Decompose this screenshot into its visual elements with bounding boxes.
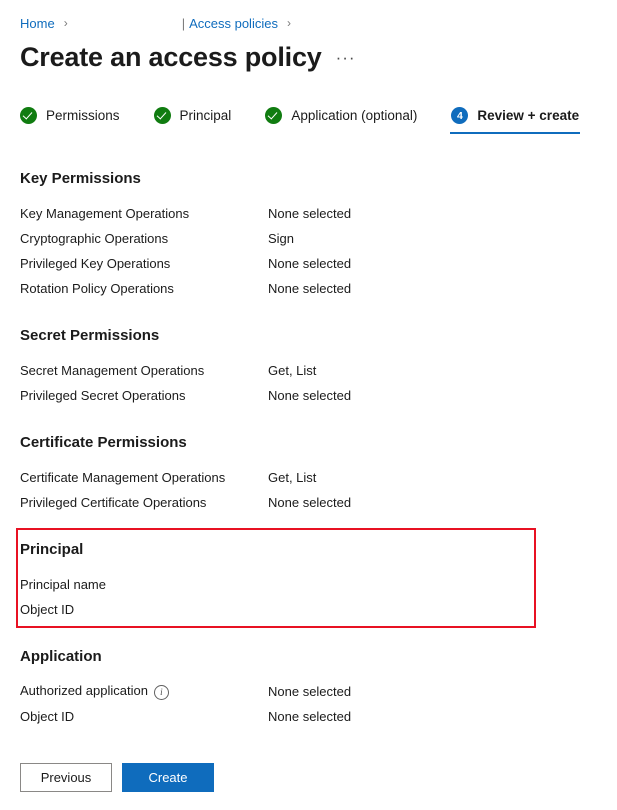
footer-actions bbox=[20, 763, 597, 810]
tab-application-label: Application (optional) bbox=[291, 108, 418, 123]
breadcrumb-access-policies-link[interactable]: Access policies bbox=[189, 15, 278, 31]
create-button[interactable]: Create bbox=[122, 763, 214, 792]
wizard-tabs bbox=[20, 107, 597, 134]
row-secret-management-operations bbox=[20, 358, 597, 383]
section-title-secret-permissions: Secret Permissions bbox=[20, 327, 160, 344]
section-title-principal: Principal bbox=[20, 541, 84, 558]
tab-review-create-label: Review + create bbox=[477, 108, 580, 123]
tab-permissions-label: Permissions bbox=[46, 108, 120, 123]
row-label: Cryptographic Operations bbox=[20, 231, 169, 246]
row-label: Key Management Operations bbox=[20, 206, 190, 221]
row-value: None selected bbox=[268, 388, 352, 403]
row-privileged-key-operations bbox=[20, 251, 597, 276]
row-label: Object ID bbox=[20, 709, 75, 724]
row-cryptographic-operations bbox=[20, 226, 597, 251]
row-value: Get, List bbox=[268, 470, 317, 485]
row-label: Principal name bbox=[20, 577, 106, 592]
breadcrumb-chevron-icon: › bbox=[63, 16, 68, 30]
row-privileged-certificate-operations bbox=[20, 490, 597, 515]
previous-button[interactable]: Previous bbox=[20, 763, 112, 792]
tab-principal-label: Principal bbox=[179, 108, 232, 123]
breadcrumb bbox=[20, 0, 597, 40]
check-icon bbox=[265, 107, 282, 124]
row-label-text: Authorized application bbox=[20, 683, 148, 699]
section-title-application: Application bbox=[20, 648, 102, 665]
row-label: Certificate Management Operations bbox=[20, 470, 226, 485]
check-icon bbox=[20, 107, 37, 124]
row-key-management-operations bbox=[20, 201, 597, 226]
step-number-badge: 4 bbox=[451, 107, 468, 124]
breadcrumb-divider: | bbox=[181, 15, 186, 31]
row-value: None selected bbox=[268, 256, 352, 271]
page-title: Create an access policy bbox=[20, 42, 322, 72]
row-certificate-management-operations bbox=[20, 465, 597, 490]
row-value: None selected bbox=[268, 206, 352, 221]
more-options-icon[interactable]: ··· bbox=[335, 48, 356, 67]
row-value: None selected bbox=[268, 281, 352, 296]
row-label: Privileged Key Operations bbox=[20, 256, 171, 271]
tab-application[interactable] bbox=[265, 107, 417, 134]
row-label bbox=[20, 683, 268, 699]
row-label: Privileged Certificate Operations bbox=[20, 495, 207, 510]
info-icon[interactable]: i bbox=[154, 685, 169, 700]
row-principal-name bbox=[20, 572, 597, 597]
title-row bbox=[20, 42, 597, 73]
row-label: Secret Management Operations bbox=[20, 363, 205, 378]
tab-permissions[interactable] bbox=[20, 107, 120, 134]
breadcrumb-chevron-icon-2: › bbox=[286, 16, 291, 30]
row-label: Rotation Policy Operations bbox=[20, 281, 174, 296]
row-value: None selected bbox=[268, 684, 352, 699]
row-principal-object-id bbox=[20, 597, 597, 622]
row-application-object-id bbox=[20, 704, 597, 729]
row-privileged-secret-operations bbox=[20, 383, 597, 408]
row-rotation-policy-operations bbox=[20, 276, 597, 301]
row-authorized-application bbox=[20, 679, 597, 704]
row-value: Sign bbox=[268, 231, 295, 246]
row-label: Privileged Secret Operations bbox=[20, 388, 186, 403]
tab-review-create[interactable] bbox=[451, 107, 579, 134]
tab-principal[interactable] bbox=[154, 107, 232, 134]
check-icon bbox=[154, 107, 171, 124]
row-label: Object ID bbox=[20, 602, 75, 617]
row-value: None selected bbox=[268, 495, 352, 510]
section-title-key-permissions: Key Permissions bbox=[20, 170, 141, 187]
section-title-certificate-permissions: Certificate Permissions bbox=[20, 434, 187, 451]
row-value: None selected bbox=[268, 709, 352, 724]
breadcrumb-home-link[interactable]: Home bbox=[20, 15, 55, 31]
row-value: Get, List bbox=[268, 363, 317, 378]
